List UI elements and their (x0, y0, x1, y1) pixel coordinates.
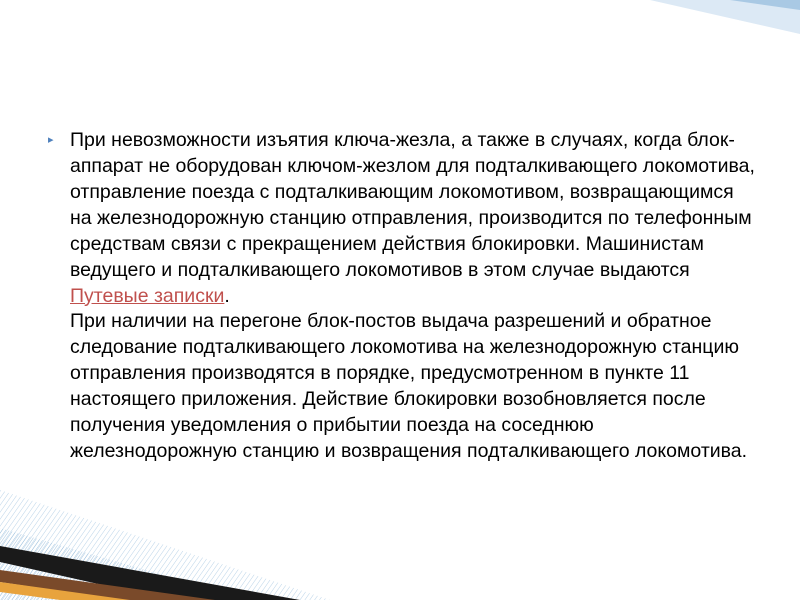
paragraph-2: При наличии на перегоне блок-постов выдача разрешений и обратное следование подталкивающего локомотива на железнодорожную станцию отправления производятся в порядке, предусмотренном в пункте 11 настоящего приложения. Действие блокировки возобновляется после получения уведомления о прибытии поезда на соседнюю железнодорожную станцию и возвращения подталкивающего локомотива. (70, 310, 748, 463)
bullet-marker-icon: ▸ (48, 134, 54, 146)
putevye-zapiski-link[interactable]: Путевые записки (70, 284, 225, 307)
paragraph-1-text-after-link: . (224, 284, 230, 307)
slide-content (48, 128, 758, 465)
bullet-list-item (48, 128, 758, 465)
body-text-block (70, 128, 758, 465)
paragraph-1-text-before-link: При невозможности изъятия ключа-жезла, а также в случаях, когда блок-аппарат не оборудован ключом-жезлом для подталкивающего локомотива, отправление поезда с подталкивающим локомотивом, возвращающимся на железнодорожную станцию отправления, производится по телефонным средствам связи с прекращением действия блокировки. Машинистам ведущего и подталкивающего локомотивов в этом случае выдаются (70, 129, 755, 281)
decorative-corner-bottom-left (0, 470, 420, 600)
decorative-corner-top-right (500, 0, 800, 120)
paragraph-1 (70, 128, 758, 309)
